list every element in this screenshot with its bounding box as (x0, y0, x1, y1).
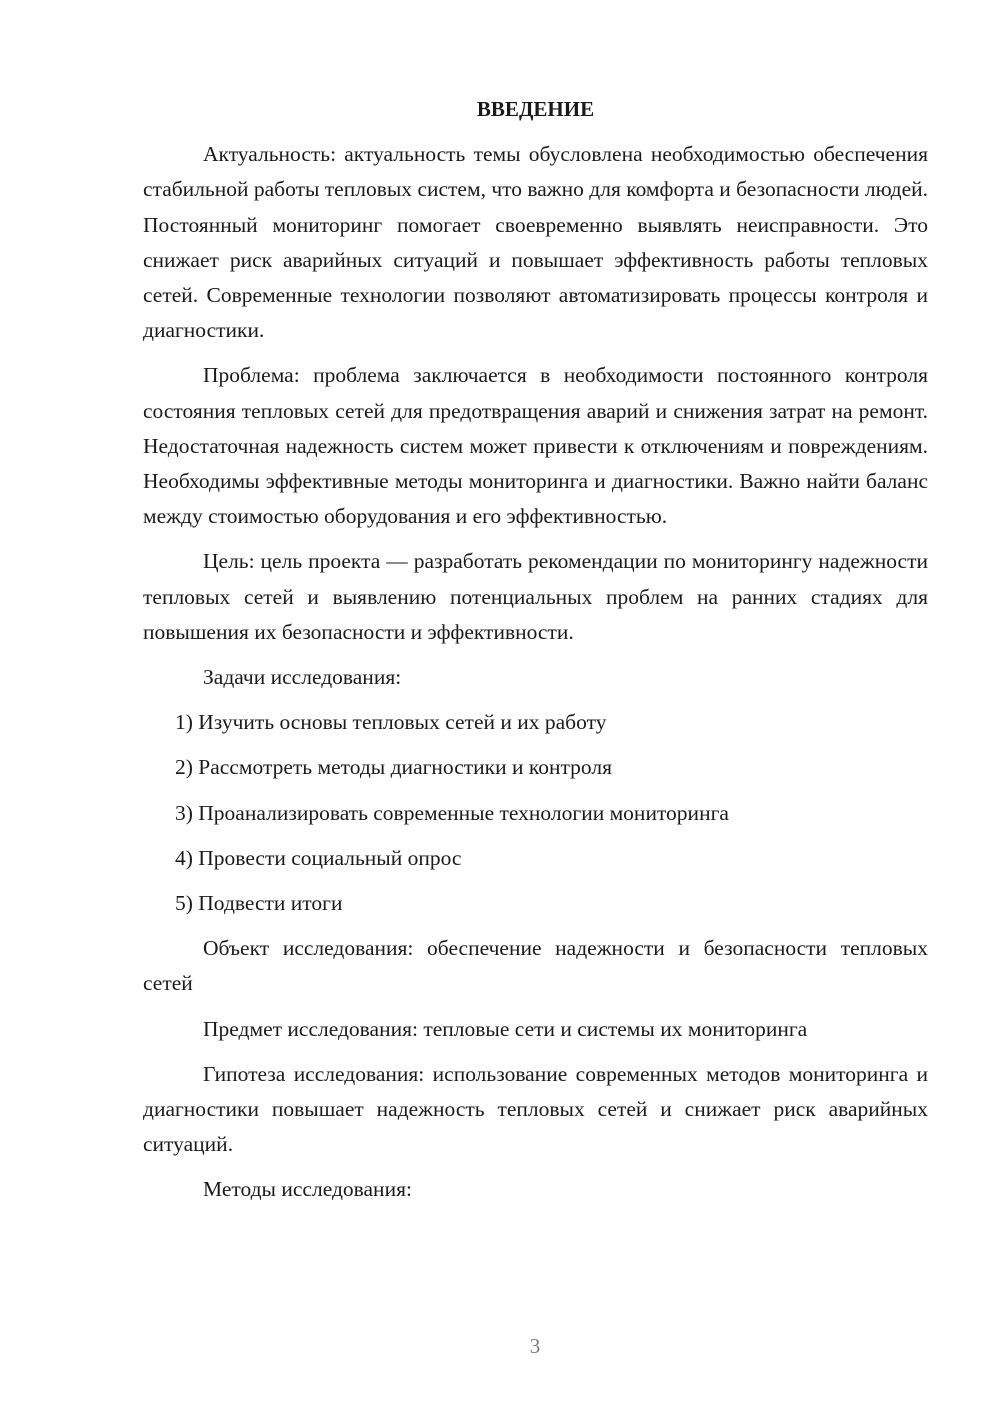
section-title: ВВЕДЕНИЕ (476, 97, 595, 121)
list-item: 5) Подвести итоги (175, 891, 343, 916)
list-item: 3) Проанализировать современные технологии мониторинга (175, 800, 729, 825)
list-item: 1) Изучить основы тепловых сетей и их работу (175, 710, 607, 735)
goal-paragraph: Цель: цель проекта — разработать рекомендации по мониторингу надежности тепловых сетей и выявлению потенциальных проблем на ранних стадиях для повышения их безопасности и эффективности. (143, 549, 928, 644)
subject-paragraph: Предмет исследования: тепловые сети и системы их мониторинга (203, 1016, 808, 1041)
object-paragraph: Объект исследования: обеспечение надежности и безопасности тепловых сетей (143, 936, 928, 996)
page-content (143, 92, 928, 1218)
tasks-heading: Задачи исследования: (203, 665, 402, 690)
list-item: 4) Провести социальный опрос (175, 845, 462, 870)
relevance-paragraph: Актуальность: актуальность темы обусловлена необходимостью обеспечения стабильной работы тепловых систем, что важно для комфорта и безопасности людей. Постоянный мониторинг помогает своевременно выявлять неисправности. Это снижает риск аварийных ситуаций и повышает эффективность работы тепловых сетей. Современные технологии позволяют автоматизировать процессы контроля и диагностики. (143, 142, 928, 343)
tasks-list (143, 705, 928, 921)
page-number: 3 (529, 1334, 541, 1358)
list-item: 2) Рассмотреть методы диагностики и контроля (175, 755, 612, 780)
hypothesis-paragraph: Гипотеза исследования: использование современных методов мониторинга и диагностики повышает надежность тепловых сетей и снижает риск аварийных ситуаций. (143, 1061, 928, 1157)
methods-heading: Методы исследования: (203, 1177, 412, 1202)
problem-paragraph: Проблема: проблема заключается в необходимости постоянного контроля состояния тепловых сетей для предотвращения аварий и снижения затрат на ремонт. Недостаточная надежность систем может привести к отключениям и повреждениям. Необходимы эффективные методы мониторинга и диагностики. Важно найти баланс между стоимостью оборудования и его эффективностью. (143, 363, 928, 529)
